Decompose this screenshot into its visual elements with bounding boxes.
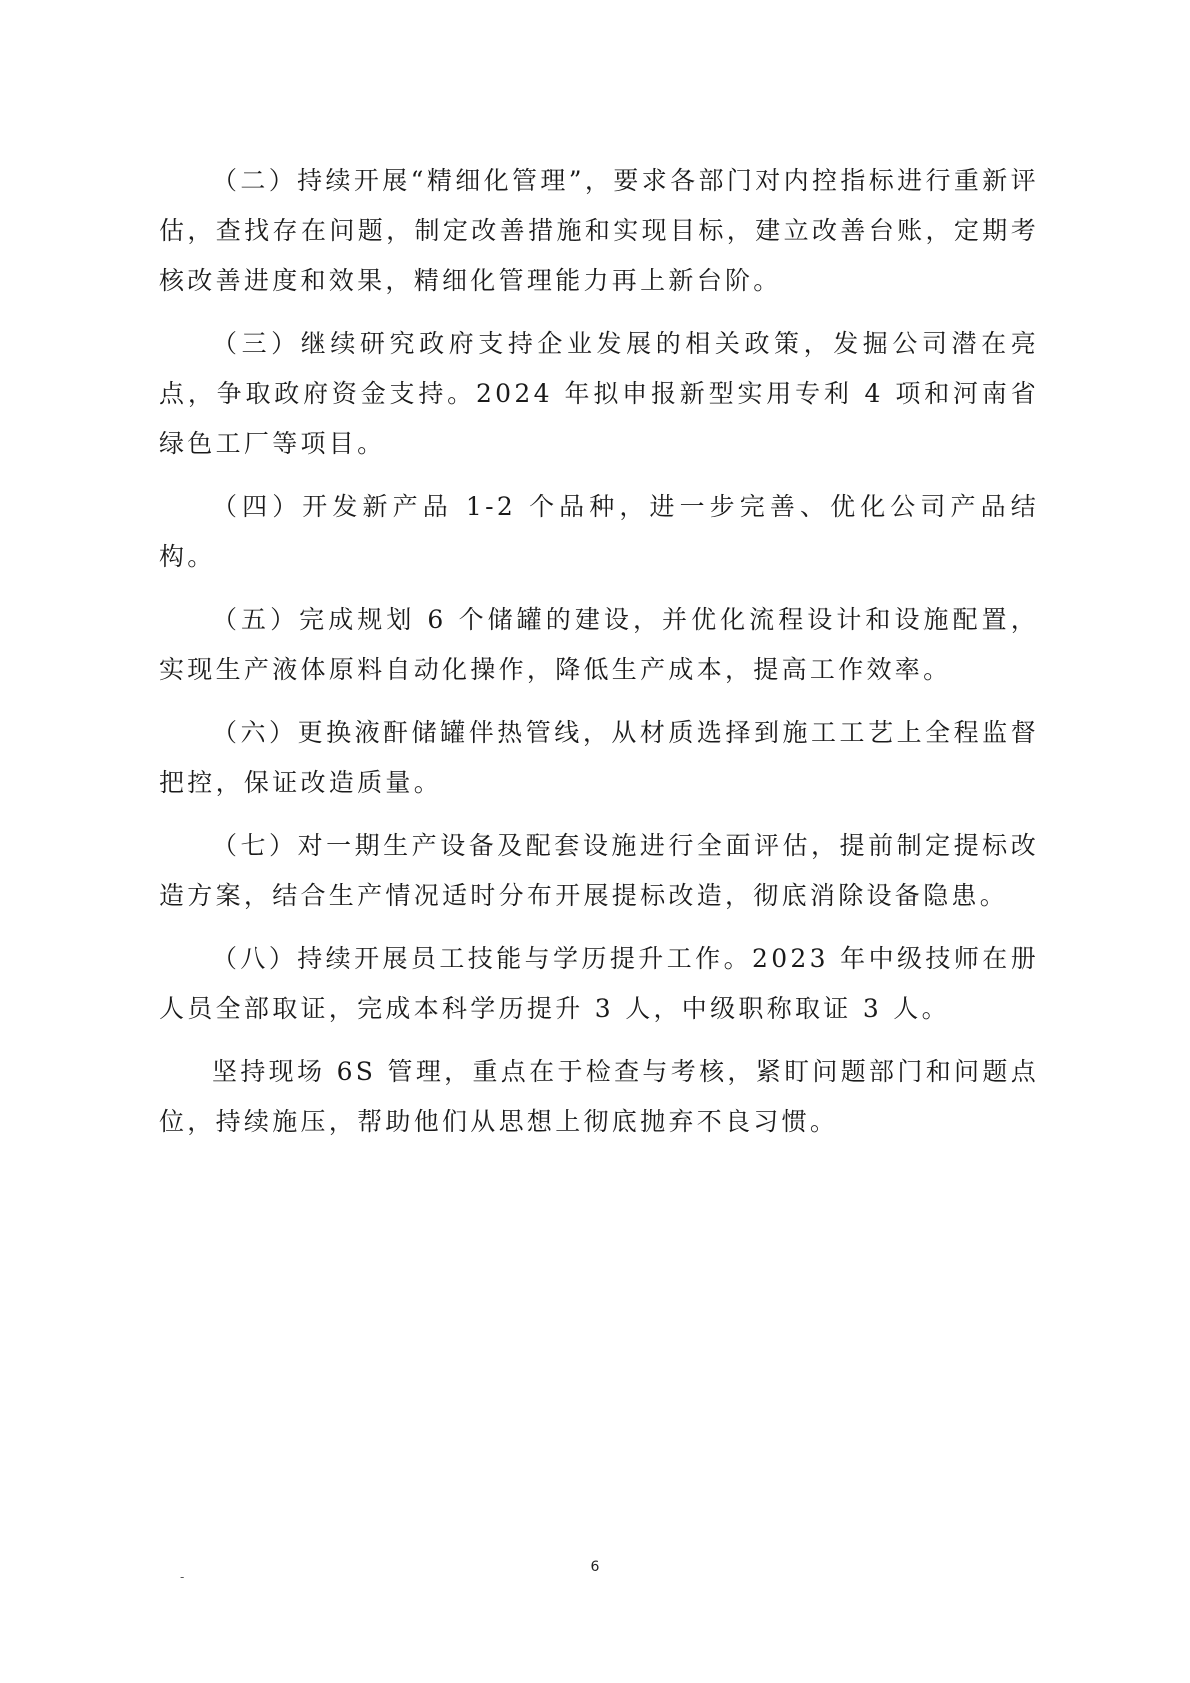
paragraph-item-2: （二）持续开展“精细化管理”，要求各部门对内控指标进行重新评估，查找存在问题，制定改善措施和实现目标，建立改善台账，定期考核改善进度和效果，精细化管理能力再上新台阶。	[159, 166, 1039, 295]
paragraph-6s-management: 坚持现场 6S 管理，重点在于检查与考核，紧盯问题部门和问题点位，持续施压，帮助他们从思想上彻底抛弃不良习惯。	[159, 1057, 1039, 1136]
page-number: 6	[590, 1559, 600, 1575]
paragraph-item-5: （五）完成规划 6 个储罐的建设，并优化流程设计和设施配置，实现生产液体原料自动化操作，降低生产成本，提高工作效率。	[159, 605, 1039, 684]
paragraph-item-4: （四）开发新产品 1-2 个品种，进一步完善、优化公司产品结构。	[159, 492, 1039, 571]
paragraph-item-6: （六）更换液酐储罐伴热管线，从材质选择到施工工艺上全程监督把控，保证改造质量。	[159, 718, 1039, 797]
paragraph-item-8: （八）持续开展员工技能与学历提升工作。2023 年中级技师在册人员全部取证，完成本科学历提升 3 人，中级职称取证 3 人。	[159, 944, 1039, 1023]
paragraph-item-3: （三）继续研究政府支持企业发展的相关政策，发掘公司潜在亮点，争取政府资金支持。2024 年拟申报新型实用专利 4 项和河南省绿色工厂等项目。	[159, 329, 1039, 458]
footer-dash: -	[180, 1570, 185, 1584]
paragraph-item-7: （七）对一期生产设备及配套设施进行全面评估，提前制定提标改造方案，结合生产情况适时分布开展提标改造，彻底消除设备隐患。	[159, 831, 1039, 910]
document-body	[159, 156, 1039, 1160]
